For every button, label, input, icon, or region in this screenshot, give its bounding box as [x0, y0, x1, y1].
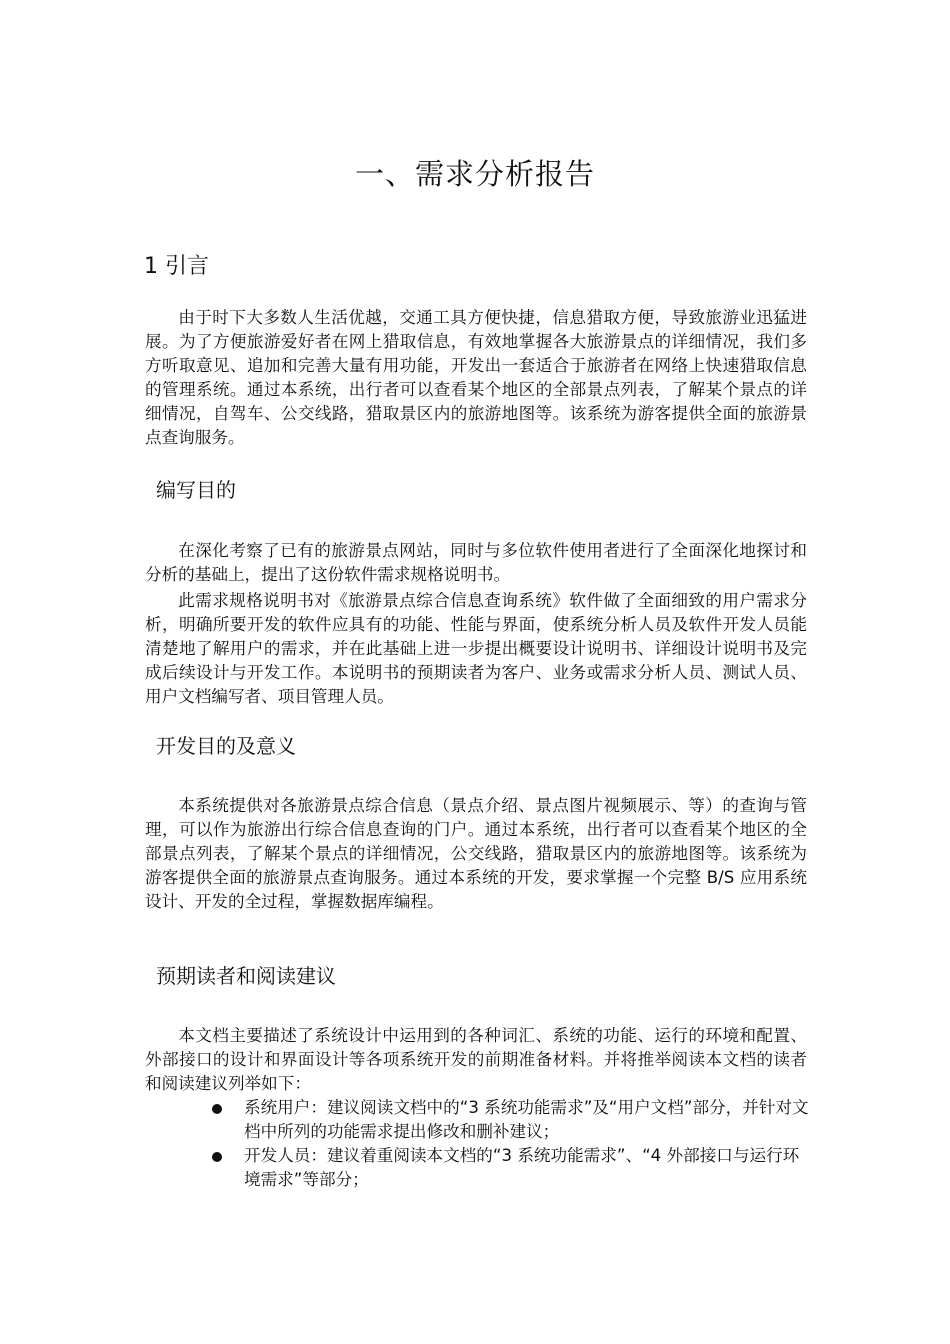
list-item: [212, 1144, 810, 1192]
significance-paragraph: 本系统提供对各旅游景点综合信息（景点介绍、景点图片视频展示、等）的查询与管理，可以作为旅游出行综合信息查询的门户。通过本系统，出行者可以查看某个地区的全部景点列表，了解某个景点的详细情况，公交线路，猎取景区内的旅游地图等。该系统为游客提供全面的旅游景点查询服务。通过本系统的开发，要求掌握一个完整 B/S 应用系统设计、开发的全过程，掌握数据库编程。: [145, 796, 807, 911]
section-heading-significance: 开发目的及意义: [156, 734, 296, 758]
intro-paragraph: 由于时下大多数人生活优越，交通工具方便快捷，信息猎取方便，导致旅游业迅猛进展。为了方便旅游爱好者在网上猎取信息，有效地掌握各大旅游景点的详细情况，我们多方听取意见、追加和完善大量有用功能，开发出一套适合于旅游者在网络上快速猎取信息的管理系统。通过本系统，出行者可以查看某个地区的全部景点列表，了解某个景点的详细情况，自驾车、公交线路，猎取景区内的旅游地图等。该系统为游客提供全面的旅游景点查询服务。: [145, 308, 807, 447]
section-heading-readers: 预期读者和阅读建议: [156, 964, 336, 988]
section-heading-intro: 1 引言: [144, 254, 209, 279]
purpose-paragraph-2: 此需求规格说明书对《旅游景点综合信息查询系统》软件做了全面细致的用户需求分析，明确所要开发的软件应具有的功能、性能与界面，使系统分析人员及软件开发人员能清楚地了解用户的需求，并在此基础上进一步提出概要设计说明书、详细设计说明书及完成后续设计与开发工作。本说明书的预期读者为客户、业务或需求分析人员、测试人员、用户文档编写者、项目管理人员。: [145, 591, 807, 706]
section-heading-purpose: 编写目的: [156, 478, 236, 502]
list-item-text: 开发人员：建议着重阅读本文档的“3 系统功能需求”、“4 外部接口与运行环境需求”等部分；: [244, 1146, 800, 1189]
list-item: [212, 1096, 810, 1144]
reader-suggestion-list: [212, 1096, 810, 1192]
bullet-icon: [212, 1152, 222, 1162]
list-item-text: 系统用户：建议阅读文档中的“3 系统功能需求”及“用户文档”部分，并针对文档中所列的功能需求提出修改和删补建议；: [244, 1098, 809, 1141]
bullet-icon: [212, 1104, 222, 1114]
purpose-paragraph-1: 在深化考察了已有的旅游景点网站，同时与多位软件使用者进行了全面深化地探讨和分析的基础上，提出了这份软件需求规格说明书。: [145, 541, 807, 584]
page-title: 一、需求分析报告: [354, 157, 595, 191]
readers-paragraph: 本文档主要描述了系统设计中运用到的各种词汇、系统的功能、运行的环境和配置、外部接口的设计和界面设计等各项系统开发的前期准备材料。并将推举阅读本文档的读者和阅读建议列举如下：: [145, 1026, 807, 1093]
